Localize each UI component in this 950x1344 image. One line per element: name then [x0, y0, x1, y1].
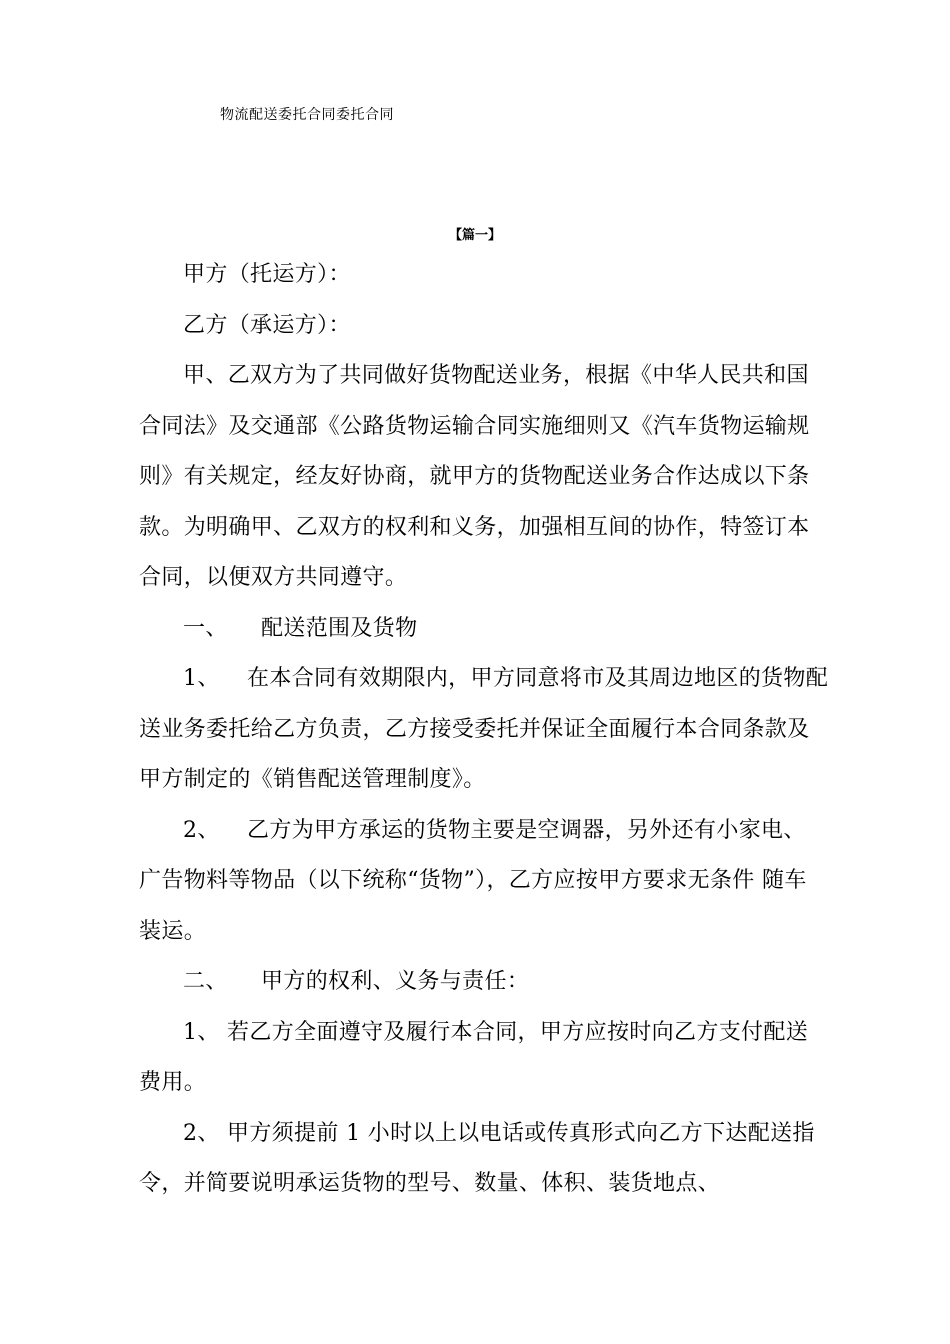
clause-paragraph	[139, 1109, 829, 1210]
clause-paragraph	[139, 1008, 829, 1109]
section-tag: 【篇一】	[448, 228, 501, 243]
preamble-paragraph: 甲、乙双方为了共同做好货物配送业务，根据《中华人民共和国合同法》及交通部《公路货物运输合同实施细则又《汽车货物运输规则》有关规定，经友好协商，就甲方的货物配送业务合作达成以下条款。为明确甲、乙双方的权利和义务，加强相互间的协作，特签订本合同，以便双方共同遵守。	[139, 363, 810, 590]
section-heading-text: 配送范围及货物	[261, 615, 418, 641]
clause-number: 2、	[183, 1120, 220, 1146]
section-number: 一、	[183, 615, 228, 641]
section-heading-text: 甲方的权利、义务与责任：	[261, 969, 530, 994]
clause-number: 2、	[183, 817, 220, 843]
party-b-line: 乙方（承运方）：	[183, 312, 351, 338]
party-a-line: 甲方（托运方）：	[183, 262, 351, 287]
contract-body	[139, 250, 829, 1210]
clause-text: 乙方为甲方承运的货物主要是空调器，另外还有小家电、 广告物料等物品（以下统称“货物”），乙方应按甲方要求无条件 随车装运。	[139, 817, 807, 944]
clause-paragraph	[139, 654, 829, 806]
clause-number: 1、	[183, 1019, 220, 1045]
section-heading	[139, 604, 829, 655]
clause-text: 若乙方全面遵守及履行本合同，甲方应按时向乙方支付配送费用。	[139, 1019, 809, 1095]
document-title: 物流配送委托合同委托合同	[220, 107, 394, 123]
section-heading	[139, 957, 829, 1008]
clause-text: 甲方须提前 1 小时以上以电话或传真形式向乙方下达配送指令，并简要说明承运货物的型号、数量、体积、装货地点、	[139, 1120, 815, 1196]
clause-number: 1、	[183, 666, 220, 691]
clause-paragraph	[139, 806, 829, 958]
clause-text: 在本合同有效期限内，甲方同意将市及其周边地区的货物配送业务委托给乙方负责，乙方接受委托并保证全面履行本合同条款及甲方制定的《销售配送管理制度》。	[139, 666, 829, 792]
section-number: 二、	[183, 969, 228, 994]
